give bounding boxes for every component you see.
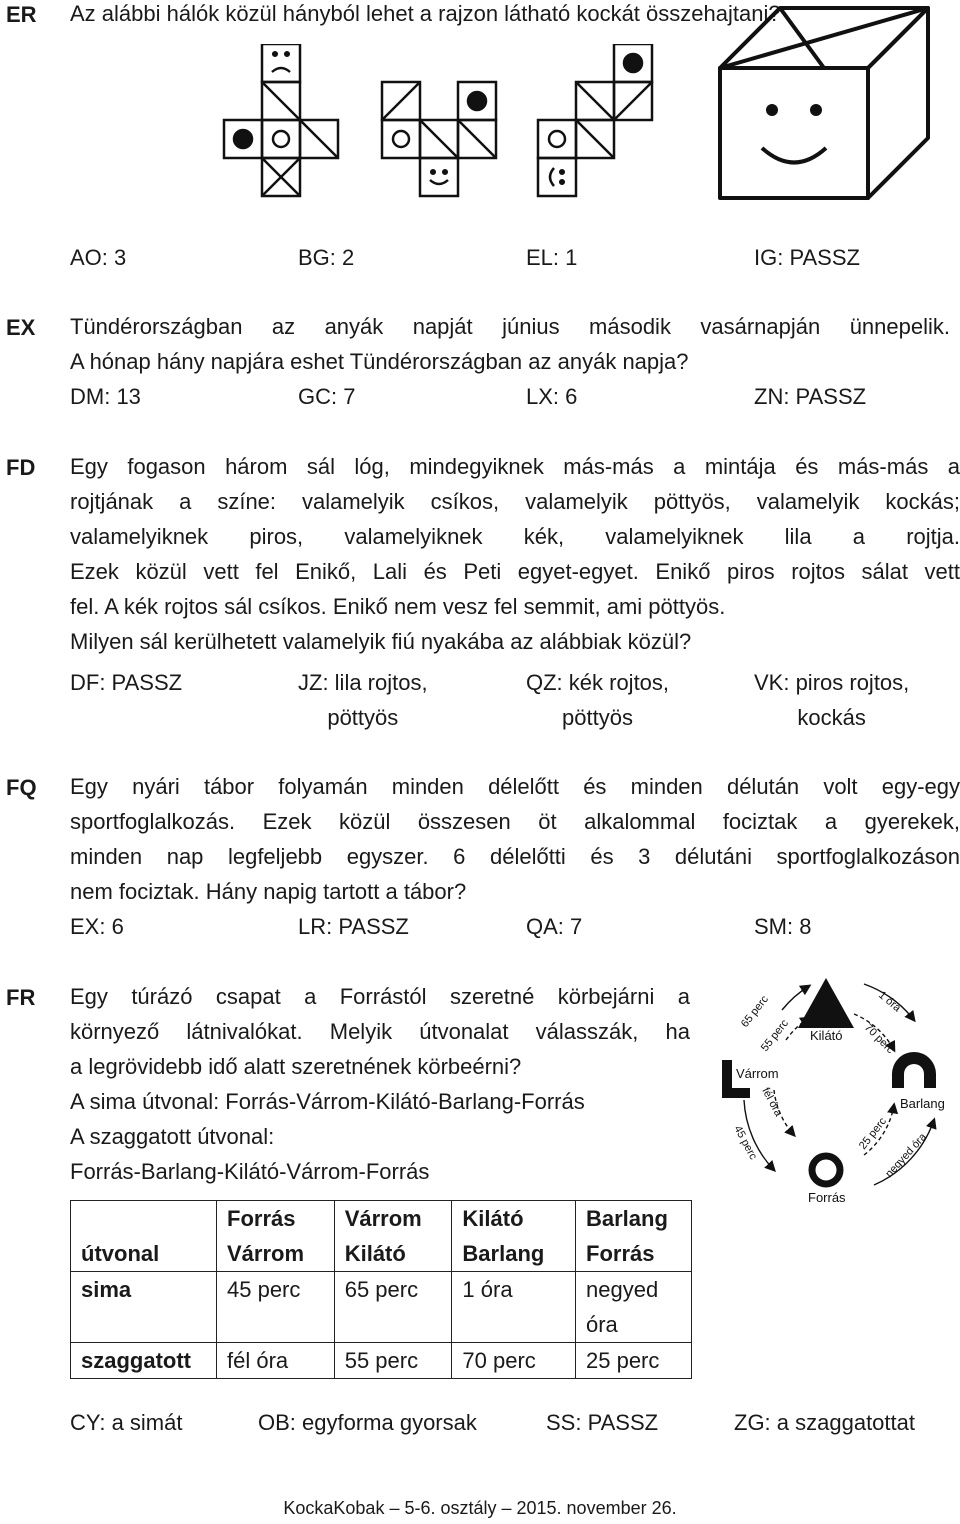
route-table-header [71, 1201, 692, 1237]
answer-ex-dm[interactable]: DM: 13 [70, 384, 141, 409]
question-fr-line: A sima útvonal: Forrás-Várrom-Kilátó-Barlang-Forrás [70, 1089, 585, 1114]
answer-fr-ss[interactable]: SS: PASSZ [546, 1410, 659, 1435]
route-table-header [71, 1236, 692, 1272]
table-cell: Forrás [576, 1236, 692, 1272]
place-label: Kilátó [810, 1028, 843, 1043]
question-fr-line: Forrás-Barlang-Kilátó-Várrom-Forrás [70, 1159, 430, 1184]
question-ex-line: Tündérországban az anyák napját június második vasárnapján ünnepelik. [70, 314, 950, 339]
table-cell: Kilátó [452, 1201, 576, 1237]
route-table [70, 1200, 692, 1379]
answer-fd-df-line1: DF: PASSZ [70, 670, 183, 695]
map-time-label: 55 perc [758, 1017, 791, 1054]
question-fq-line: nem fociztak. Hány napig tartott a tábor? [70, 879, 467, 904]
map-time-label: 65 perc [738, 993, 771, 1030]
question-er: Az alábbi hálók közül hányból lehet a rajzon látható kockát összehajtani? [70, 1, 781, 26]
table-row [71, 1343, 692, 1379]
table-cell: 25 perc [576, 1343, 692, 1379]
table-cell: szaggatott [71, 1343, 217, 1379]
map-time-label: 45 perc [731, 1123, 760, 1162]
answer-fr-cy[interactable]: CY: a simát [70, 1410, 183, 1435]
answer-fd-vk-line1: VK: piros rojtos, [754, 670, 910, 695]
question-ex-line: A hónap hány napjára eshet Tündérországban az anyák napja? [70, 349, 689, 374]
forras-icon [812, 1156, 840, 1184]
answer-fd-df[interactable] [70, 665, 182, 700]
table-cell: 55 perc [334, 1343, 452, 1379]
answer-fq-lr[interactable]: LR: PASSZ [298, 914, 409, 939]
answer-er-ig[interactable]: IG: PASSZ [754, 245, 860, 270]
answer-fd-vk-line2: kockás [797, 705, 866, 730]
problem-code-fr: FR [6, 985, 36, 1010]
answer-fr-zg[interactable]: ZG: a szaggatottat [734, 1410, 915, 1435]
problem-code-ex: EX [6, 315, 36, 340]
map-time-label: negyed óra [883, 1131, 930, 1181]
table-cell [71, 1201, 217, 1237]
answer-fd-jz-line2: pöttyös [327, 705, 399, 730]
question-fq [70, 769, 960, 909]
question-fr-line: a legrövidebb idő alatt szeretnének körbeérni? [70, 1054, 522, 1079]
table-cell: 65 perc [334, 1272, 452, 1343]
cube-net-3 [538, 44, 652, 196]
question-fd-line: Ezek közül vett fel Enikő, Lali és Peti egyet-egyet. Enikő piros rojtos sálat vett [70, 559, 960, 584]
question-fd-line: valamelyiknek piros, valamelyiknek kék, valamelyiknek lila a rojtja. [70, 524, 960, 549]
table-cell: sima [71, 1272, 217, 1343]
question-fd-line: Egy fogason három sál lóg, mindegyiknek más-más a mintája és más-más a [70, 454, 960, 479]
answer-ex-lx[interactable]: LX: 6 [526, 384, 578, 409]
table-cell: Barlang [452, 1236, 576, 1272]
table-cell: Várrom [217, 1236, 335, 1272]
answer-fd-qz-line2: pöttyös [562, 705, 633, 730]
table-cell: 70 perc [452, 1343, 576, 1379]
table-cell: Forrás [217, 1201, 335, 1237]
question-fq-line: sportfoglalkozás. Ezek közül összesen öt alkalommal fociztak a gyerekek, [70, 809, 960, 834]
table-cell: Kilátó [334, 1236, 452, 1272]
question-fr [70, 979, 690, 1189]
barlang-icon [892, 1052, 936, 1088]
question-fr-line: Egy túrázó csapat a Forrástól szeretné körbejárni a [70, 984, 690, 1009]
answer-er-ao[interactable]: AO: 3 [70, 245, 127, 270]
question-fd-line: rojtjának a színe: valamelyik csíkos, valamelyik pöttyös, valamelyik kockás; [70, 489, 960, 514]
question-fd-line: Milyen sál kerülhetett valamelyik fiú nyakába az alábbiak közül? [70, 629, 692, 654]
answer-fd-qz[interactable] [526, 665, 669, 735]
place-label: Barlang [900, 1096, 945, 1111]
cube-net-1 [224, 44, 338, 196]
question-fr-line: környező látnivalókat. Melyik útvonalat válasszák, ha [70, 1019, 690, 1044]
answer-fd-jz[interactable] [298, 665, 428, 735]
answer-fq-ex[interactable]: EX: 6 [70, 914, 124, 939]
question-fr-line: A szaggatott útvonal: [70, 1124, 275, 1149]
problem-code-er: ER [6, 2, 37, 27]
problem-code-fd: FD [6, 455, 36, 480]
answer-fq-qa[interactable]: QA: 7 [526, 914, 583, 939]
table-cell: fél óra [217, 1343, 335, 1379]
cube-nets-figure [220, 44, 710, 204]
route-map [714, 970, 960, 1210]
answer-fd-qz-line1: QZ: kék rojtos, [526, 670, 670, 695]
answer-er-bg[interactable]: BG: 2 [298, 245, 355, 270]
place-label: Várrom [736, 1066, 779, 1081]
answer-ex-gc[interactable]: GC: 7 [298, 384, 356, 409]
page-footer: KockaKobak – 5-6. osztály – 2015. november 26. [283, 1498, 677, 1518]
question-fd [70, 449, 960, 659]
answer-fd-vk[interactable] [754, 665, 909, 735]
question-fq-line: Egy nyári tábor folyamán minden délelőtt és minden délután volt egy-egy [70, 774, 960, 799]
map-time-label: fél óra [759, 1085, 785, 1119]
problem-code-fq: FQ [6, 775, 37, 800]
table-cell: Barlang [576, 1201, 692, 1237]
table-row [71, 1272, 692, 1343]
table-cell: 1 óra [452, 1272, 576, 1343]
map-time-label: 70 perc [861, 1021, 897, 1057]
answer-fr-ob[interactable]: OB: egyforma gyorsak [258, 1410, 477, 1435]
table-cell: 45 perc [217, 1272, 335, 1343]
answer-er-el[interactable]: EL: 1 [526, 245, 578, 270]
map-time-label: 1 óra [876, 989, 903, 1015]
answer-ex-zn[interactable]: ZN: PASSZ [754, 384, 867, 409]
table-cell: Várrom [334, 1201, 452, 1237]
question-ex [70, 309, 950, 379]
question-fq-line: minden nap legfeljebb egyszer. 6 délelőtti és 3 délutáni sportfoglalkozáson [70, 844, 960, 869]
table-cell: útvonal [71, 1236, 217, 1272]
kilato-icon [798, 978, 854, 1028]
answer-fd-jz-line1: JZ: lila rojtos, [298, 670, 428, 695]
answer-fq-sm[interactable]: SM: 8 [754, 914, 812, 939]
question-fd-line: fel. A kék rojtos sál csíkos. Enikő nem vesz fel semmit, ami pöttyös. [70, 594, 726, 619]
map-time-label: 25 perc [856, 1115, 889, 1152]
place-label: Forrás [808, 1190, 846, 1205]
table-cell: negyed óra [576, 1272, 692, 1343]
cube-net-2 [382, 82, 496, 196]
cube-figure [714, 2, 954, 202]
